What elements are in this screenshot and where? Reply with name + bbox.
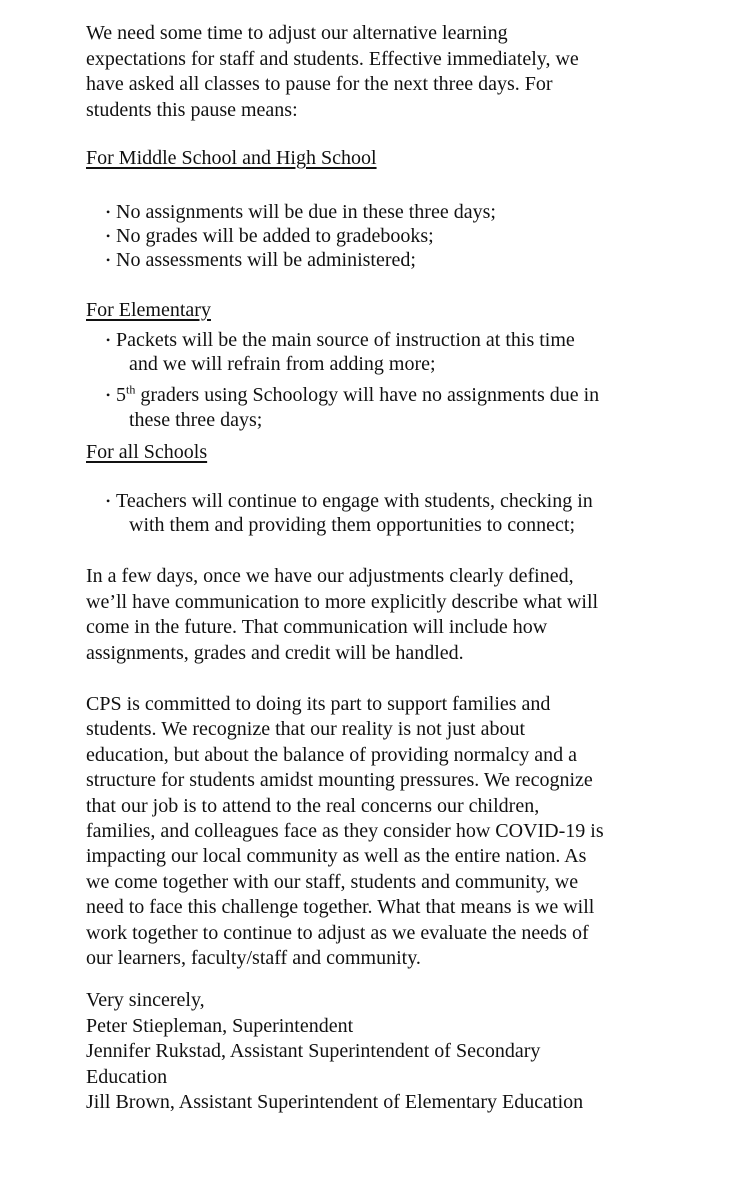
bullet-item-line: No grades will be added to gradebooks; [116,225,434,247]
signature-line: Education [86,1065,168,1088]
paragraph-line: our learners, faculty/staff and community. [86,947,421,969]
signature-line: Jennifer Rukstad, Assistant Superintendent of Secondary [86,1040,541,1062]
bullet-item-line: Teachers will continue to engage with students, checking in [116,490,593,512]
paragraph-line: need to face this challenge together. What that means is we will [86,896,595,919]
intro-line: have asked all classes to pause for the next three days. For [86,73,553,96]
paragraph-line: we’ll have communication to more explicitly describe what will [86,590,599,613]
section-heading: For Middle School and High School [86,147,377,169]
intro-line: students this pause means: [86,99,298,122]
paragraph-line: we come together with our staff, students and community, we [86,870,579,893]
bullet-item-line: these three days; [129,409,263,431]
signature-line: Peter Stiepleman, Superintendent [86,1014,354,1037]
section-heading: For Elementary [86,299,211,321]
bullet-item-line: with them and providing them opportunities to connect; [129,514,576,536]
paragraph-line: families, and colleagues face as they consider how COVID-19 is [86,820,604,842]
bullet-item-line: No assignments will be due in these three days; [116,201,496,223]
bullet-item-line: and we will refrain from adding more; [129,353,436,375]
bullet-icon: • [106,333,111,347]
bullet-item-line: Packets will be the main source of instruction at this time [116,329,575,351]
intro-line: expectations for staff and students. Effective immediately, we [86,47,579,70]
signature-line: Jill Brown, Assistant Superintendent of Elementary Education [86,1091,584,1113]
intro-line: We need some time to adjust our alternative learning [86,22,508,44]
paragraph-line: impacting our local community as well as the entire nation. As [86,845,587,868]
section-heading: For all Schools [86,441,208,463]
bullet-icon: • [106,253,111,267]
paragraph-line: education, but about the balance of providing normalcy and a [86,743,577,766]
paragraph-line: that our job is to attend to the real concerns our children, [86,794,540,817]
paragraph-line: structure for students amidst mounting pressures. We recognize [86,769,593,792]
paragraph-line: assignments, grades and credit will be handled. [86,641,464,664]
bullet-icon: • [106,494,111,508]
bullet-item-line: No assessments will be administered; [116,249,416,271]
paragraph-line: work together to continue to adjust as we evaluate the needs of [86,921,589,944]
paragraph-line: CPS is committed to doing its part to support families and [86,693,551,715]
bullet-icon: • [106,229,111,243]
paragraph-line: In a few days, once we have our adjustments clearly defined, [86,565,574,587]
bullet-item-line: 5th graders using Schoology will have no assignments due in [116,382,600,406]
bullet-icon: • [106,205,111,219]
paragraph-line: come in the future. That communication will include how [86,616,548,638]
signature-line: Very sincerely, [86,989,205,1011]
paragraph-line: students. We recognize that our reality is not just about [86,718,526,741]
bullet-icon: • [106,388,111,402]
